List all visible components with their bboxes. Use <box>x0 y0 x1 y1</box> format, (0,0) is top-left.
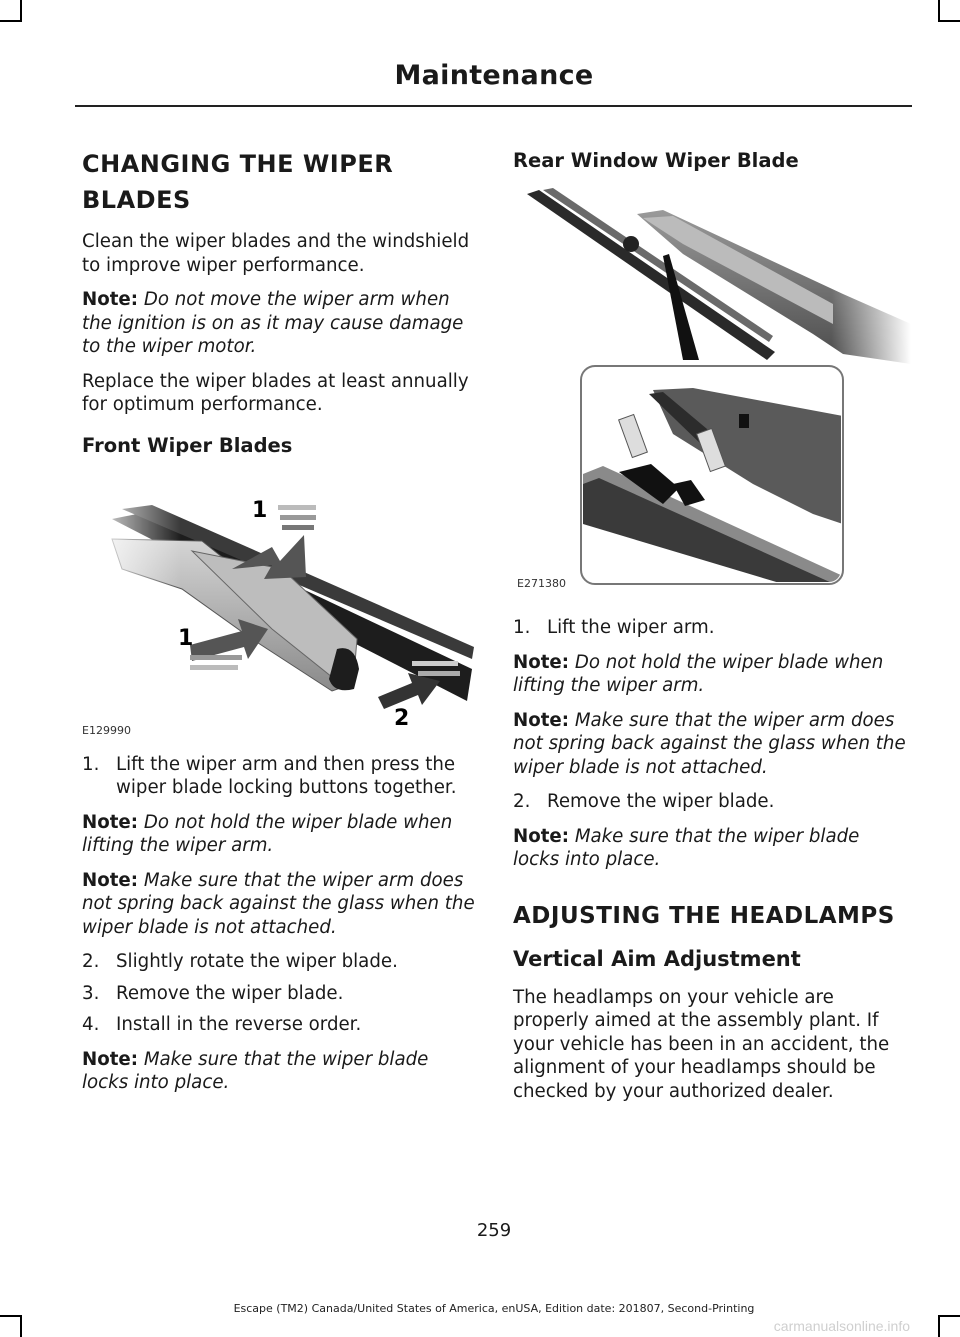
crop-mark <box>938 20 960 22</box>
note-text: Make sure that the wiper blade locks into place. <box>82 1048 429 1093</box>
paragraph: Replace the wiper blades at least annually for optimum performance. <box>82 370 469 415</box>
rear-wiper-illustration <box>513 184 911 604</box>
rear-wiper-figure <box>513 184 911 604</box>
page-title: Maintenance <box>394 60 594 91</box>
subsection-heading: Rear Window Wiper Blade <box>513 149 799 172</box>
crop-mark <box>938 1315 940 1337</box>
step-list <box>82 950 478 1037</box>
figure-code: E129990 <box>82 723 131 737</box>
step-text: Remove the wiper blade. <box>547 791 775 812</box>
watermark: carmanualsonline.info <box>773 1318 910 1334</box>
callout-label: 2 <box>394 705 410 731</box>
note-label: Note: <box>513 651 570 673</box>
note-label: Note: <box>82 869 139 891</box>
step-text: Remove the wiper blade. <box>116 982 344 1004</box>
front-wiper-figure <box>82 469 478 741</box>
crop-mark <box>0 20 22 22</box>
crop-mark <box>938 0 940 22</box>
note-text: Make sure that the wiper arm does not spring back against the glass when the wiper blade is not attached. <box>82 869 475 938</box>
callout-label: 1 <box>252 497 268 523</box>
crop-mark <box>20 0 22 22</box>
step-number: 3. <box>82 982 100 1004</box>
note-label: Note: <box>82 1048 139 1070</box>
note-text: Make sure that the wiper arm does not spring back against the glass when the wiper blade is not attached. <box>513 709 906 778</box>
note-text: Do not move the wiper arm when the ignition is on as it may cause damage to the wiper motor. <box>82 289 464 357</box>
list-item <box>82 982 478 1006</box>
note-label: Note: <box>82 811 139 833</box>
intro-paragraph: Clean the wiper blades and the windshield to improve wiper performance. <box>82 231 470 276</box>
note-text: Do not hold the wiper blade when lifting the wiper arm. <box>513 651 884 696</box>
left-column <box>82 146 478 1106</box>
note-text: Do not hold the wiper blade when lifting the wiper arm. <box>82 811 453 856</box>
step-number: 4. <box>82 1014 100 1035</box>
section-heading: ADJUSTING THE HEADLAMPS <box>513 902 895 929</box>
crop-mark <box>0 1315 22 1317</box>
step-text: Lift the wiper arm. <box>547 617 715 638</box>
note <box>82 811 478 858</box>
front-wiper-illustration <box>82 469 478 741</box>
subsection-heading: Front Wiper Blades <box>82 433 293 457</box>
step-list <box>82 753 478 800</box>
crop-mark <box>938 1315 960 1317</box>
note <box>82 869 478 940</box>
note <box>513 709 911 780</box>
step-text: Install in the reverse order. <box>116 1014 362 1035</box>
step-number: 2. <box>82 951 100 972</box>
subsection-heading: Vertical Aim Adjustment <box>513 946 801 971</box>
note <box>82 288 478 359</box>
note <box>513 651 911 698</box>
footer: Escape (TM2) Canada/United States of America, enUSA, Edition date: 201807, Second-Printing <box>233 1302 755 1315</box>
step-number: 2. <box>513 791 531 812</box>
list-item <box>82 1013 478 1037</box>
list-item <box>513 616 911 640</box>
step-list <box>513 616 911 640</box>
callout-label: 1 <box>178 625 194 651</box>
note-label: Note: <box>82 289 139 310</box>
crop-mark <box>20 1315 22 1337</box>
paragraph: The headlamps on your vehicle are properly aimed at the assembly plant. If your vehicle has been in an accident, the alignment of your headlamps should be checked by your authorized dealer. <box>513 986 890 1102</box>
list-item <box>82 753 478 800</box>
note-text: Make sure that the wiper blade locks into place. <box>513 825 860 870</box>
right-column <box>513 146 911 1114</box>
step-text: Lift the wiper arm and then press the wiper blade locking buttons together. <box>116 753 457 798</box>
note <box>513 825 911 872</box>
note <box>82 1048 478 1095</box>
step-number: 1. <box>82 753 100 775</box>
page-number: 259 <box>476 1220 512 1241</box>
note-label: Note: <box>513 709 570 731</box>
step-text: Slightly rotate the wiper blade. <box>116 951 398 972</box>
list-item <box>82 950 478 974</box>
header-divider <box>75 105 912 107</box>
note-label: Note: <box>513 825 570 847</box>
section-heading: CHANGING THE WIPER BLADES <box>82 150 394 214</box>
step-list <box>513 790 911 814</box>
list-item <box>513 790 911 814</box>
figure-code: E271380 <box>517 577 566 590</box>
step-number: 1. <box>513 617 531 638</box>
